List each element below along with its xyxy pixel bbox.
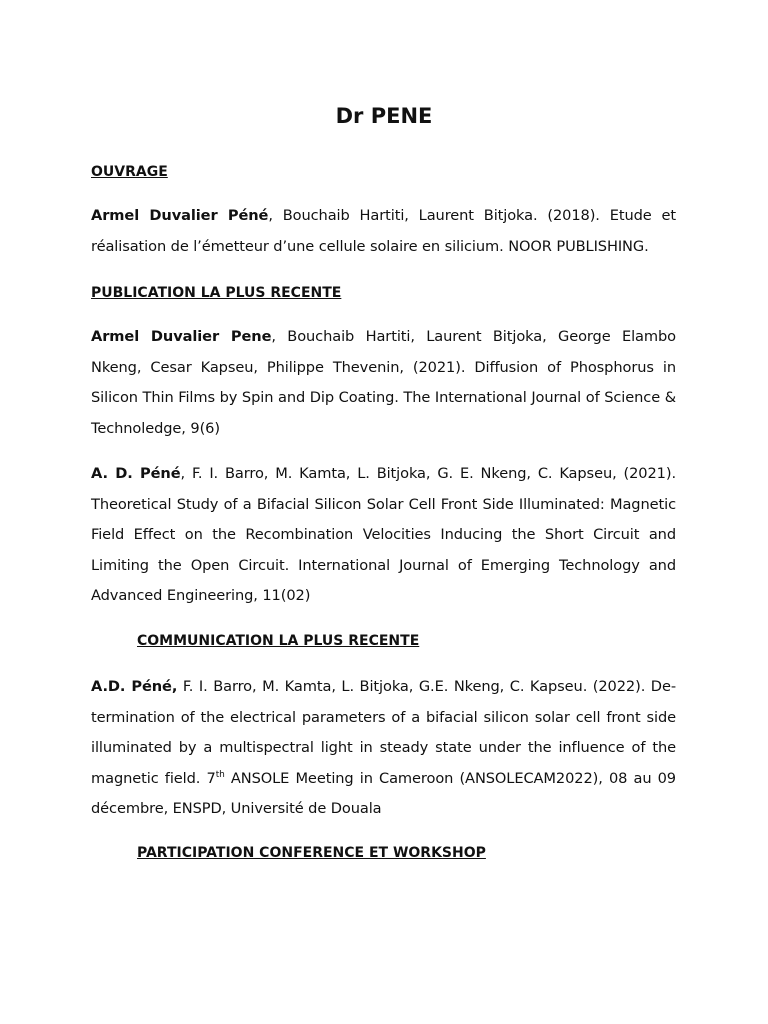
section-heading-ouvrage: OUVRAGE bbox=[91, 164, 168, 180]
communication-citation-part1: F. I. Barro, M. Kamta, L. Bitjoka, G.E. Nkeng, C. Kapseu. (2022). De-termination of the electrical parameters of a bifacial silicon solar cell front side illuminated by a multispectral light in steady state under the influence of the magnetic field. 7 bbox=[91, 678, 676, 787]
publication-entry-2 bbox=[91, 459, 676, 612]
ouvrage-entry bbox=[91, 201, 676, 262]
ouvrage-citation: , Bouchaib Hartiti, Laurent Bitjoka. (2018). Etude et réalisation de l’émetteur d’une cellule solaire en silicium. NOOR PUBLISHING. bbox=[91, 207, 676, 255]
publication-entry-1 bbox=[91, 322, 676, 444]
publication-2-authors: A. D. Péné bbox=[91, 465, 181, 482]
communication-authors: A.D. Péné, bbox=[91, 678, 178, 695]
section-heading-publication: PUBLICATION LA PLUS RECENTE bbox=[91, 285, 342, 301]
publication-2-citation: , F. I. Barro, M. Kamta, L. Bitjoka, G. E. Nkeng, C. Kapseu, (2021). Theoretical Study of a Bifacial Silicon Solar Cell Front Side Illuminated: Magnetic Field Effect on the Recombination Velocities Inducing the Short Circuit and Limiting the Open Circuit. International Journal of Emerging Technology and Advanced Engineering, 11(02) bbox=[91, 465, 676, 604]
publication-1-authors: Armel Duvalier Pene bbox=[91, 328, 272, 345]
section-heading-participation: PARTICIPATION CONFERENCE ET WORKSHOP bbox=[137, 845, 486, 861]
publication-1-citation: , Bouchaib Hartiti, Laurent Bitjoka, George Elambo Nkeng, Cesar Kapseu, Philippe Thevenin, (2021). Diffusion of Phosphorus in Silicon Thin Films by Spin and Dip Coating. The International Journal of Science & Technoledge, 9(6) bbox=[91, 328, 676, 437]
section-heading-communication: COMMUNICATION LA PLUS RECENTE bbox=[137, 633, 420, 649]
communication-citation-part2: ANSOLE Meeting in Cameroon (ANSOLECAM2022), 08 au 09 décembre, ENSPD, Université de Douala bbox=[91, 769, 676, 817]
communication-entry bbox=[91, 672, 676, 825]
page-title: Dr PENE bbox=[335, 104, 433, 128]
ouvrage-authors: Armel Duvalier Péné bbox=[91, 207, 269, 224]
ordinal-superscript: th bbox=[215, 769, 225, 780]
